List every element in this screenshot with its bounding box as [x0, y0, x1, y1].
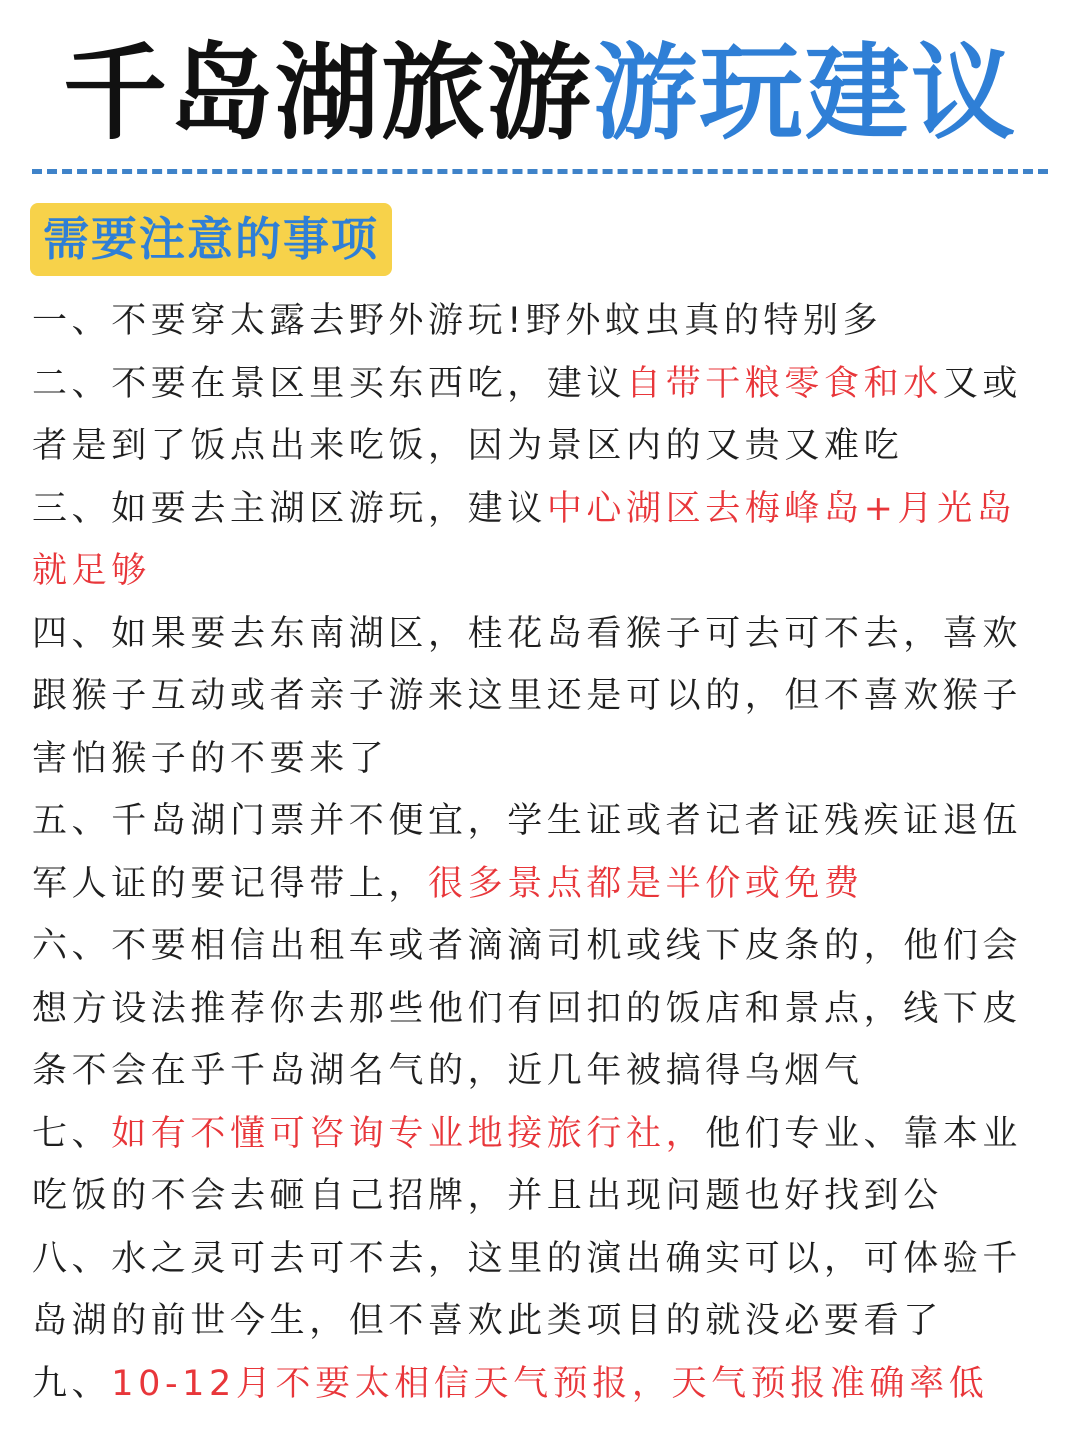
note-8-text: 八、水之灵可去可不去，这里的演出确实可以，可体验千岛湖的前世今生，但不喜欢此类项目的就没必要看了 — [32, 1238, 1023, 1341]
note-3-highlight: 中心湖区去梅峰岛+月光岛就足够 — [32, 488, 1017, 591]
note-item-8 — [32, 1228, 1048, 1353]
note-item-6 — [32, 915, 1048, 1103]
note-9-highlight: 10-12月不要太相信天气预报，天气预报准确率低 — [111, 1363, 989, 1404]
note-2-text-end: 又或者是到了饭点出来吃饭，因为景区内的又贵又难吃 — [32, 363, 1023, 466]
note-6-text: 六、不要相信出租车或者滴滴司机或线下皮条的，他们会想方设法推荐你去那些他们有回扣的饭店和景点，线下皮条不会在乎千岛湖名气的，近几年被搞得乌烟气 — [32, 926, 1023, 1091]
dashed-divider — [32, 169, 1048, 174]
note-item-3 — [32, 478, 1048, 603]
note-1-text: 一、不要穿太露去野外游玩!野外蚊虫真的特别多 — [32, 301, 883, 341]
notes-list — [32, 290, 1048, 1415]
note-item-4 — [32, 603, 1048, 791]
note-item-2 — [32, 353, 1048, 478]
note-4-text: 四、如果要去东南湖区，桂花岛看猴子可去可不去，喜欢跟猴子互动或者亲子游来这里还是可以的，但不喜欢猴子害怕猴子的不要来了 — [32, 613, 1023, 779]
note-2-text: 二、不要在景区里买东西吃，建议 — [32, 363, 627, 404]
note-7-text-end: 他们专业、靠本业吃饭的不会去砸自己招牌，并且出现问题也好找到公 — [32, 1113, 1023, 1216]
title-part-black: 千岛湖旅游 — [62, 32, 593, 154]
note-9-prefix: 九、 — [32, 1363, 112, 1404]
note-item-5 — [32, 790, 1048, 915]
section-heading-badge: 需要注意的事项 — [30, 203, 392, 276]
note-7-highlight: 如有不懂可咨询专业地接旅行社， — [111, 1113, 706, 1154]
note-item-7 — [32, 1103, 1048, 1228]
page-title — [0, 34, 1080, 152]
note-5-text: 五、千岛湖门票并不便宜，学生证或者记者证残疾证退伍军人证的要记得带上， — [32, 801, 1023, 904]
note-3-text: 三、如要去主湖区游玩，建议 — [32, 488, 547, 529]
note-5-highlight: 很多景点都是半价或免费 — [428, 863, 864, 904]
note-7-prefix: 七、 — [32, 1113, 112, 1154]
note-item-1 — [32, 290, 1048, 353]
note-item-9 — [32, 1353, 1048, 1416]
note-2-highlight: 自带干粮零食和水 — [626, 363, 943, 404]
title-part-blue: 游玩建议 — [593, 32, 1018, 154]
